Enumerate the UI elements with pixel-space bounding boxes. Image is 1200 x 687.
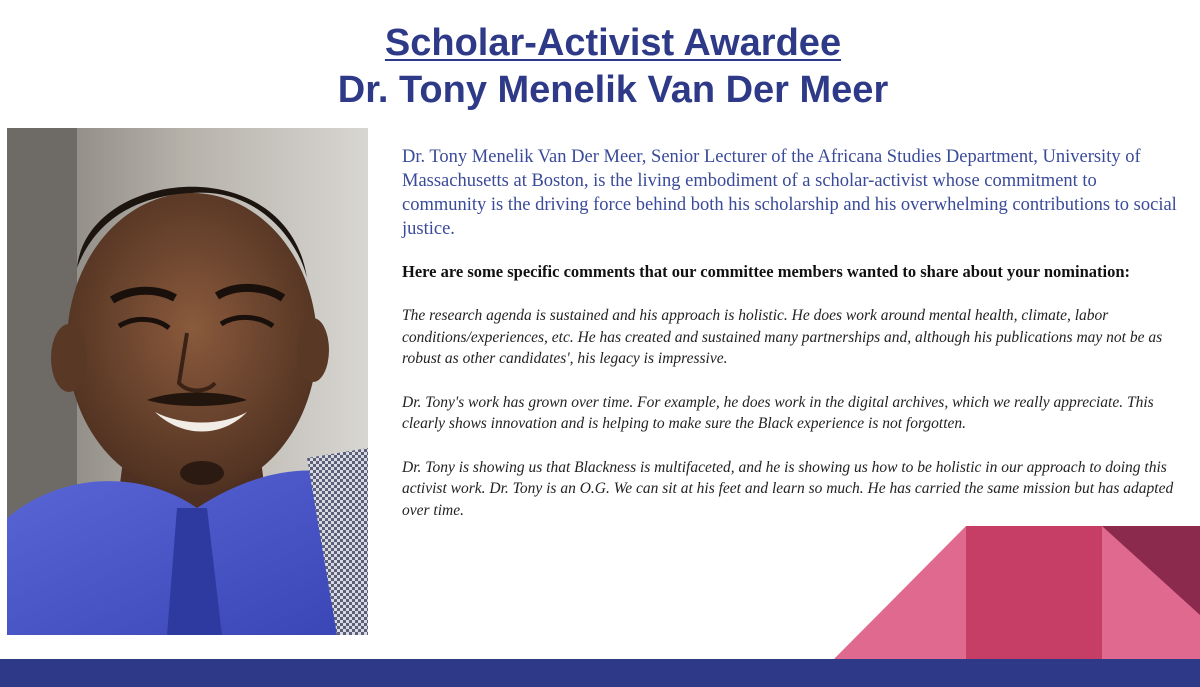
committee-comment: Dr. Tony is showing us that Blackness is multifaceted, and he is showing us how to be holistic in our approach to doing this activist work. Dr. Tony is an O.G. We can sit at his feet and learn so much. He has carried the same mission but has adapted over time.: [402, 458, 1174, 519]
intro-paragraph: Dr. Tony Menelik Van Der Meer, Senior Lecturer of the Africana Studies Department, University of Massachusetts at Boston, is the living embodiment of a scholar-activist whose commitment to community is the driving force behind both his scholarship and his overwhelming contributions to social justice.: [402, 147, 1177, 239]
awardee-name: Dr. Tony Menelik Van Der Meer: [337, 69, 889, 111]
deco-mid-pink-block: [966, 526, 1102, 659]
comments-heading: Here are some specific comments that our committee members wanted to share about your nomination:: [402, 262, 1131, 281]
committee-comment: Dr. Tony's work has grown over time. For example, he does work in the digital archives, which we really appreciate. This clearly shows innovation and is helping to make sure the Black experience is not forgotten.: [402, 393, 1154, 432]
award-title: Scholar-Activist Awardee: [384, 22, 842, 64]
footer-bar: [0, 659, 1200, 687]
committee-comment: The research agenda is sustained and his approach is holistic. He does work around mental health, climate, labor conditions/experiences, etc. He has created and sustained many partnerships and, although his publications may not be as robust as other candidates', his legacy is impressive.: [402, 307, 1163, 367]
